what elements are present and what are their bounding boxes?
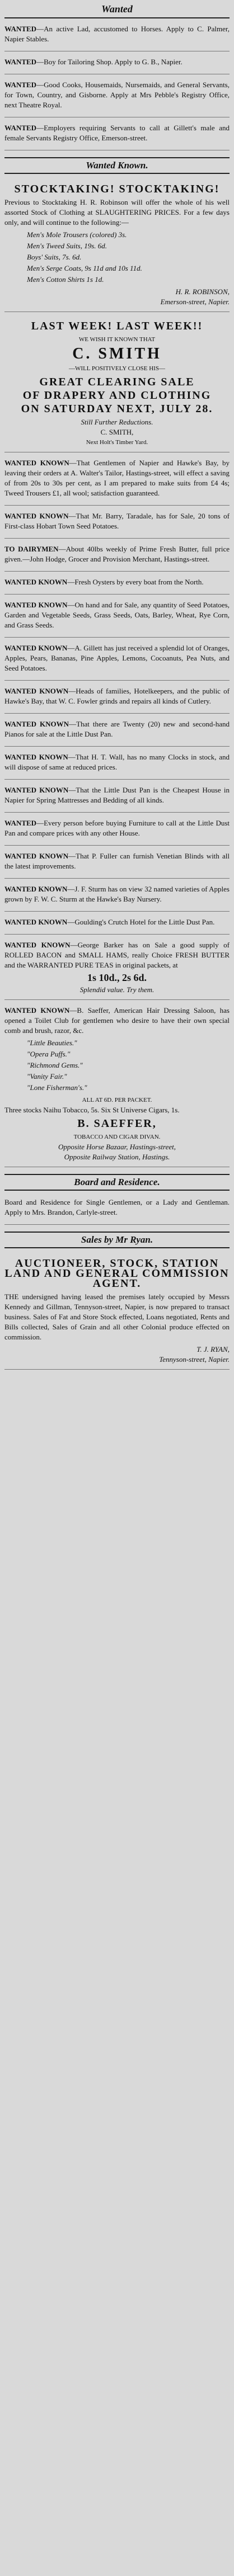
smith-ad	[4, 315, 230, 452]
known-ad-lead: TO DAIRYMEN	[4, 545, 59, 553]
wanted-known-header: Wanted Known.	[4, 157, 230, 174]
known-ad-text: —Goulding's Crutch Hotel for the Little Dust Pan.	[67, 918, 215, 926]
saeffer-sig-sub: TOBACCO AND CIGAR DIVAN.	[73, 1134, 161, 1140]
cigar-item: "Opera Puffs."	[27, 1050, 71, 1058]
known-ad	[4, 509, 230, 539]
stocktaking-ad	[4, 178, 230, 312]
cigar-list	[4, 1038, 230, 1093]
known-ad-text: —J. F. Sturm has on view 32 named varieties of Apples grown by F. W. C. Sturm at the Hawke's Bay Nursery.	[4, 885, 230, 903]
sales-header: Sales by Mr Ryan.	[4, 1232, 230, 1248]
known-ad-text: —A. Gillett has just received a splendid lot of Oranges, Apples, Pears, Bananas, Pine Apples, Lemons, Cocoanuts, Pea Nuts, and Seed Potatoes.	[4, 644, 230, 672]
known-ad-lead: WANTED KNOWN	[4, 720, 69, 728]
known-ad-text: —That Mr. Barry, Taradale, has for Sale, 20 tons of First-class Hobart Town Seed Potatoes.	[4, 512, 230, 530]
tea-lead: WANTED KNOWN	[4, 941, 71, 949]
smith-note: Still Further Reductions.	[81, 418, 153, 426]
wanted-ad-lead: WANTED	[4, 58, 37, 66]
known-ad-lead: WANTED KNOWN	[4, 578, 68, 586]
stocktaking-addr: Emerson-street, Napier.	[160, 298, 230, 306]
known-ad	[4, 641, 230, 681]
tea-ad	[4, 938, 230, 1000]
smith-date: ON SATURDAY NEXT, JULY 28.	[21, 403, 213, 415]
smith-addr: Next Holt's Timber Yard.	[86, 439, 148, 446]
known-ad-lead: WANTED KNOWN	[4, 644, 68, 652]
known-ad-lead: WANTED KNOWN	[4, 885, 68, 893]
cigar-note: ALL AT 6D. PER PACKET.	[82, 1097, 152, 1103]
known-ad-text: —That P. Fuller can furnish Venetian Blinds with all the latest improvements.	[4, 852, 230, 870]
ryan-sig: T. J. RYAN,	[196, 1345, 230, 1353]
stocktaking-title: STOCKTAKING! STOCKTAKING!	[14, 183, 220, 195]
known-ad-text: —Every person before buying Furniture to call at the Little Dust Pan and compare prices with any other House.	[4, 819, 230, 837]
known-ad-text: —Fresh Oysters by every boat from the North.	[67, 578, 204, 586]
known-ad-lead: WANTED KNOWN	[4, 852, 69, 860]
saeffer-lead: WANTED KNOWN	[4, 1006, 70, 1015]
known-ad-lead: WANTED KNOWN	[4, 753, 68, 761]
known-ad	[4, 849, 230, 879]
smith-sale: GREAT CLEARING SALE	[39, 376, 195, 388]
known-ad-lead: WANTED KNOWN	[4, 918, 68, 926]
cigar-item: "Little Beauties."	[27, 1039, 77, 1047]
wanted-ads	[4, 22, 230, 150]
wanted-ad	[4, 121, 230, 150]
known-ad-text: —That the Little Dust Pan is the Cheapest House in Napier for Spring Mattresses and Bedding of all kinds.	[4, 786, 230, 804]
known-ad-lead: WANTED KNOWN	[4, 512, 69, 520]
saeffer-text: —B. Saeffer, American Hair Dressing Saloon, has opened a Toilet Club for gentlemen who desire to have their own special comb and brush, razor, &c.	[4, 1006, 230, 1035]
saeffer-addr2: Opposite Railway Station, Hastings.	[64, 1153, 170, 1161]
smith-intro: WE WISH IT KNOWN THAT	[78, 336, 156, 343]
known-ad	[4, 717, 230, 747]
saeffer-addr1: Opposite Horse Bazaar, Hastings-street,	[58, 1143, 176, 1151]
stocktaking-item: Men's Mole Trousers (colored) 3s.	[27, 230, 127, 239]
cigar-item: "Vanity Fair."	[27, 1072, 67, 1081]
smith-name: C. SMITH	[72, 345, 162, 362]
stocktaking-item: Men's Cotton Shirts 1s 1d.	[27, 275, 104, 284]
known-ad	[4, 915, 230, 935]
known-ad-text: —Heads of families, Hotelkeepers, and the public of Hawke's Bay, that W. C. Fowler grinds and repairs all kinds of Cutlery.	[4, 687, 230, 705]
known-ad	[4, 684, 230, 714]
tea-text: —George Barker has on Sale a good supply of ROLLED BACON and SMALL HAMS, really Choice FRESH BUTTER and the WARRANTED PURE TEAS in original packets, at	[4, 941, 230, 969]
saeffer-ad	[4, 1003, 230, 1167]
wanted-header: Wanted	[4, 3, 230, 18]
wanted-ad-text: —Boy for Tailoring Shop. Apply to G. B., Napier.	[36, 58, 182, 66]
known-ad	[4, 542, 230, 572]
ryan-addr: Tennyson-street, Napier.	[159, 1355, 230, 1364]
wanted-ad-lead: WANTED	[4, 25, 37, 33]
wanted-ad-text: —Good Cooks, Housemaids, Nursemaids, and General Servants, for Town, Country, and Gisborne. Apply at Mrs Pebble's Registry Office, next Theatre Royal.	[4, 81, 230, 109]
known-ad-lead: WANTED KNOWN	[4, 786, 69, 794]
known-ad	[4, 456, 230, 506]
known-ad	[4, 882, 230, 912]
wanted-ad-text: —An active Lad, accustomed to Horses. Apply to C. Palmer, Napier Stables.	[4, 25, 230, 43]
wanted-ad-text: —Employers requiring Servants to call at Gillett's male and female Servants Registry Office, Emerson-street.	[4, 124, 230, 142]
known-ad-text: —That there are Twenty (20) new and second-hand Pianos for sale at the Little Dust Pan.	[4, 720, 230, 738]
wanted-ad	[4, 78, 230, 117]
cigar-item: "Lone Fisherman's."	[27, 1083, 87, 1092]
known-ad	[4, 783, 230, 813]
known-ads	[4, 456, 230, 935]
known-ad-text: —On hand and for Sale, any quantity of Seed Potatoes, Garden and Vegetable Seeds, Grass Seeds, Oats, Barley, Wheat, Rye Corn, and Grass Seeds.	[4, 601, 230, 629]
known-ad	[4, 575, 230, 595]
stocktaking-body: Previous to Stocktaking H. R. Robinson will offer the whole of his well assorted Stock of Clothing at SLAUGHTERING PRICES. For a few days only, and will continue to the following:—	[4, 198, 230, 227]
stocktaking-item: Men's Serge Coats, 9s 11d and 10s 11d.	[27, 264, 142, 272]
known-ad	[4, 816, 230, 846]
known-ad-text: —That H. T. Wall, has no many Clocks in stock, and will dispose of same at reduced prices.	[4, 753, 230, 771]
ryan-title: AUCTIONEER, STOCK, STATION LAND AND GENERAL COMMISSION AGENT.	[4, 1257, 230, 1290]
wanted-ad-lead: WANTED	[4, 81, 37, 89]
wanted-ad	[4, 22, 230, 51]
board-ad	[4, 1195, 230, 1225]
wanted-ad-lead: WANTED	[4, 124, 37, 132]
cigar-item: "Richmond Gems."	[27, 1061, 83, 1069]
known-ad-lead: WANTED	[4, 819, 37, 827]
known-ad	[4, 598, 230, 638]
known-ad-text: —That Gentlemen of Napier and Hawke's Bay, by leaving their orders at A. Walter's Tailor, Hastings-street, will effect a saving of from 20s to 30s per cent, as I am prepared to make suits from £4 4s; Tweed Trousers £1, all wool; satisfaction guaranteed.	[4, 459, 230, 497]
known-ad	[4, 750, 230, 780]
board-header: Board and Residence.	[4, 1174, 230, 1191]
stocktaking-item: Men's Tweed Suits, 19s. 6d.	[27, 242, 107, 250]
known-ad-lead: WANTED KNOWN	[4, 601, 68, 609]
smith-sig: C. SMITH,	[100, 428, 134, 436]
known-ad-text: —About 40lbs weekly of Prime Fresh Butter, full price given.—John Hodge, Grocer and Provision Merchant, Hastings-street.	[4, 545, 230, 563]
tea-prices: 1s 10d., 2s 6d.	[87, 972, 147, 983]
saeffer-more: Three stocks Naihu Tobacco, 5s. Six St Universe Cigars, 1s.	[4, 1106, 180, 1114]
smith-close: —WILL POSITIVELY CLOSE HIS—	[69, 365, 165, 372]
tea-after: Splendid value. Try them.	[79, 985, 155, 994]
known-ad-lead: WANTED KNOWN	[4, 687, 69, 695]
smith-goods: OF DRAPERY AND CLOTHING	[22, 389, 212, 402]
board-text: Board and Residence for Single Gentlemen, or a Lady and Gentleman. Apply to Mrs. Brandon, Carlyle-street.	[4, 1198, 230, 1216]
stocktaking-item: Boys' Suits, 7s. 6d.	[27, 253, 82, 261]
wanted-ad	[4, 55, 230, 74]
saeffer-sig: B. SAEFFER,	[77, 1117, 157, 1130]
ryan-body: THE undersigned having leased the premises lately occupied by Messrs Kennedy and Gillman, Tennyson-street, Napier, is now prepared to transact business. Sales of Fat and Store Stock effected, Loans negotiated, Rents and Bills collected, Sales of Grain and all other Colonial produce effected on commission.	[4, 1292, 230, 1341]
ryan-ad	[4, 1253, 230, 1370]
stocktaking-items	[4, 230, 230, 285]
stocktaking-sig: H. R. ROBINSON,	[175, 287, 230, 296]
known-ad-lead: WANTED KNOWN	[4, 459, 69, 467]
last-week-banner: LAST WEEK! LAST WEEK!!	[31, 320, 203, 332]
